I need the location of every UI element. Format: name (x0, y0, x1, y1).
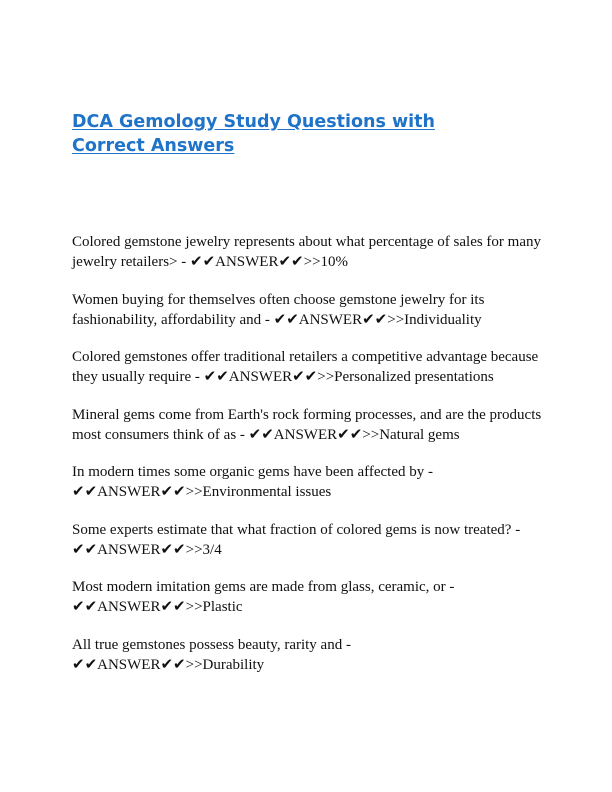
qa-item (72, 232, 542, 272)
separator: - (177, 254, 190, 270)
answer-marker: ✔✔ANSWER✔✔>> (273, 311, 405, 328)
separator: - (424, 464, 433, 480)
separator: - (191, 369, 204, 385)
answer-marker: ✔✔ANSWER✔✔>> (248, 426, 380, 443)
answer-text: 3/4 (202, 541, 222, 558)
question-text: Some experts estimate that what fraction of colored gems is now treated? (72, 521, 512, 538)
question-text: In modern times some organic gems have been affected by (72, 464, 425, 480)
answer-text: Plastic (202, 599, 243, 615)
answer-marker: ✔✔ANSWER✔✔>> (72, 656, 203, 673)
question-text: Colored gemstones offer traditional retailers a competitive advantage because they usually require (72, 349, 539, 385)
separator: - (261, 311, 274, 328)
answer-marker: ✔✔ANSWER✔✔>> (72, 484, 203, 500)
qa-item (72, 520, 542, 560)
answer-text: Individuality (404, 311, 482, 328)
question-text: Mineral gems come from Earth's rock forming processes, and are the products most consumers think of as (72, 406, 542, 443)
document-title[interactable]: DCA Gemology Study Questions with Correct Answers (72, 112, 435, 156)
separator: - (511, 521, 521, 538)
answer-marker: ✔✔ANSWER✔✔>> (203, 369, 335, 385)
qa-list (72, 232, 542, 692)
answer-text: Natural gems (379, 426, 460, 443)
separator: - (445, 579, 455, 595)
question-text: All true gemstones possess beauty, rarity and (72, 636, 343, 653)
answer-text: Durability (202, 656, 265, 673)
separator: - (236, 426, 249, 443)
question-text: Most modern imitation gems are made from glass, ceramic, or (72, 579, 446, 595)
qa-item (72, 347, 542, 387)
answer-marker: ✔✔ANSWER✔✔>> (72, 541, 203, 558)
question-text: Colored gemstone jewelry represents about what percentage of sales for many jewelry retailers> (72, 234, 541, 270)
answer-text: Personalized presentations (334, 369, 494, 385)
separator: - (342, 636, 351, 653)
answer-marker: ✔✔ANSWER✔✔>> (190, 254, 321, 270)
qa-item (72, 290, 542, 330)
qa-item (72, 635, 542, 675)
question-text: Women buying for themselves often choose gemstone jewelry for its fashionability, affordability and (72, 291, 485, 328)
answer-marker: ✔✔ANSWER✔✔>> (72, 599, 203, 615)
qa-item (72, 462, 542, 502)
qa-item (72, 577, 542, 617)
answer-text: 10% (320, 254, 349, 270)
qa-item (72, 405, 542, 445)
answer-text: Environmental issues (202, 484, 332, 500)
